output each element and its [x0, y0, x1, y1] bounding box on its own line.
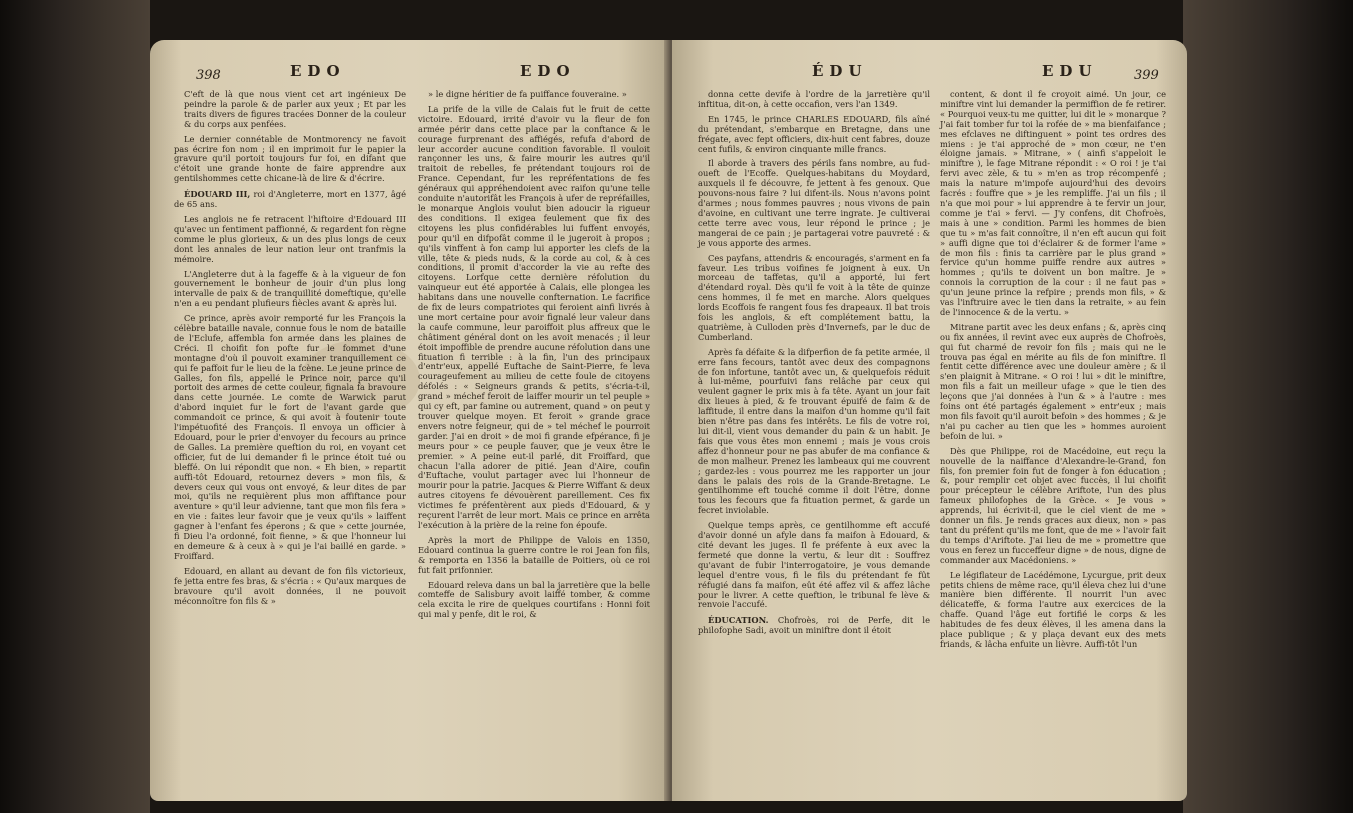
right-column-2 [940, 90, 1166, 655]
paragraph: L'Angleterre dut à la fageffe & à la vigueur de fon gouvernement le bonheur de jouir d'un plus long intervalle de paix & de tranquillité domeftique, qu'elle n'en a eu pendant plufieurs fiècles avant & après lui. [174, 268, 406, 309]
paragraph: Ces payfans, attendris & encouragés, s'arment en fa faveur. Les tribus voifines fe joignent à eux. Un morceau de taffetas, qu'il a apporté, lui fert d'étendard royal. Dès qu'il fe voit à la tête de quinze cens hommes, il fe met en marche. Alors quelques lords Ecoffois fe rangent fous fes drapeaux. Il bat trois fois les anglois, & eft complétement battu, la quatrième, à Culloden près d'Invernefs, par le duc de Cumberland. [698, 252, 930, 342]
entry-headword: ÉDUCATION. [708, 615, 769, 626]
paragraph: Edouard, en allant au devant de fon fils victorieux, fe jetta entre fes bras, & s'écria : « Qu'aux marques de bravoure qu'il avoit données, il ne pouvoit méconnoître fon fils & » [174, 565, 406, 606]
running-head-right-1: ÉDU [812, 62, 868, 80]
paragraph: donna cette devife à l'ordre de la jarretière qu'il inftitua, dit-on, à cette occafion, vers l'an 1349. [698, 89, 930, 109]
paragraph: Les anglois ne fe retracent l'hiftoire d'Edouard III qu'avec un fentiment paffionné, & regardent fon règne comme le plus glorieux, & un des plus longs de ceux dont les annales de leur nation leur ont tranfmis la mémoire. [174, 213, 406, 264]
entry-education [698, 616, 930, 636]
paragraph: Après fa défaite & la difperfion de fa petite armée, il erre fans fecours, tantôt avec deux des compagnons de fon infortune, tantôt avec un, & quelquefois réduit à lui-même, pourfuivi fans relâche par ceux qui veulent gagner le prix mis à fa tête. Ayant un jour fait dix lieues à pied, & fe trouvant épuifé de faim & de laffitude, il entre dans la maifon d'un homme qu'il fait bien n'être pas dans fes intérêts. Le fils de votre roi, lui dit-il, vient vous demander du pain & un habit. Je fais que vous êtes mon ennemi ; mais je vous crois affez d'honneur pour ne pas abufer de ma confiance & de mon malheur. Prenez les lambeaux qui me couvrent ; gardez-les : vous pourrez me les rapporter un jour dans le palais des rois de la Grande-Bretagne. Le gentilhomme eft touché comme il doit l'être, donne tous les fecours que fa fituation permet, & garde un fecret inviolable. [698, 346, 930, 516]
running-head-left-2: EDO [520, 62, 576, 80]
paragraph: Dès que Philippe, roi de Macédoine, eut reçu la nouvelle de la naiffance d'Alexandre-le-Grand, fon fils, fon premier foin fut de fonger à fon éducation ; &, pour remplir cet objet avec fuccès, il lui choifit pour précepteur le célèbre Ariftote, l'un des plus fameux philofophes de la Grèce. « Je vous » apprends, lui écrivit-il, que le ciel vient de me » donner un fils. Je rends graces aux dieux, non » pas tant du préfent qu'ils me font, que de me » l'avoir fait du temps d'Ariftote. J'ai lieu de me » promettre que vous en ferez un fucceffeur digne » de nous, digne de commander aux Macédoniens. » [940, 445, 1166, 565]
paragraph: Edouard releva dans un bal la jarretière que la belle comteffe de Salisbury avoit laiffé tomber, & comme cela excita le rire de quelques courtifans : Honni foit qui mal y penfe, dit le roi, & [418, 579, 650, 620]
running-head-right-2: EDU [1042, 62, 1098, 80]
entry-text: Chofroès, roi de Perfe, dit le philofophe Sadi, avoit un miniftre dont il étoit [698, 615, 930, 636]
paragraph: La prife de la ville de Calais fut le fruit de cette victoire. Edouard, irrité d'avoir vu la fleur de fon armée périr dans cette place par la conftance & le courage furprenant des affiégés, refufa d'abord de leur accorder aucune condition favorable. Il vouloit rançonner les uns, & faire mourir les autres qu'il traitoit de rebelles, fe prétendant toujours roi de France. Cependant, fur les repréfentations de fes généraux qui appréhendoient avec raifon qu'une telle conduite n'autorifât les François à ufer de repréfailles, le monarque Anglois voulut bien adoucir la rigueur des conditions. Il exigea feulement que fix des citoyens les plus confidérables lui fuffent envoyés, pour qu'il en difpofât comme il le jugeroit à propos ; qu'ils vinffent à fon camp lui apporter les clefs de la ville, tête & pieds nuds, & la corde au col, & à ces conditions, il promit d'accorder la vie au refte des citoyens. Lorfque cette dernière réfolution du vainqueur eut été apportée à Calais, elle plongea les habitans dans une nouvelle confternation. Le facrifice de fix de leurs compatriotes qui feroient ainfi livrés à une mort certaine pour avoir fignalé leur valeur dans la caufe commune, leur paroiffoit plus affreux que le châtiment général dont on les avoit menacés ; il leur étoit impoffible de prendre aucune réfolution dans une fituation fi terrible : à la fin, l'un des principaux d'entr'eux, appellé Euftache de Saint-Pierre, fe leva courageufement au milieu de cette foule de citoyens défolés : « Seigneurs grands & petits, s'écria-t-il, grand » méchef feroit de laiffer mourir un tel peuple » qui cy eft, par famine ou autrement, quand » on peut y trouver quelque moyen. Et feroit » grande grace envers notre feigneur, qui de » tel méchef le pourroit garder. J'ai en droit » de moi fi grande efpérance, fi je meurs pour » ce peuple fauver, que je veux être le premier. » A peine eut-il parlé, dit Froiffard, que chacun l'alla adorer de pitié. Jean d'Aire, coufin d'Euftache, voulut partager avec lui l'honneur de mourir pour la patrie. Jacques & Pierre Wiffant & deux autres citoyens fe dévouèrent pareillement. Ces fix victimes fe préfentèrent aux pieds d'Edouard, & y reçurent l'arrêt de leur mort. Mais ce prince en arrêta l'exécution à la prière de la reine fon époufe. [418, 103, 650, 530]
paragraph: Ce prince, après avoir remporté fur les François la célèbre bataille navale, connue fous le nom de bataille de l'Eclufe, affembla fon armée dans les plaines de Créci. Il choifit fon pofte fur le fommet d'une montagne d'où il pouvoit examiner tranquillement ce qui fe paffoit fur le lieu de la fcène. Le jeune prince de Galles, fon fils, appellé le Prince noir, parce qu'il portoit des armes de cette couleur, fignala fa bravoure dans cette journée. Le comte de Warwick parut d'abord inquiet fur le fort de l'avant garde que commandoit ce prince, & qui avoit à foutenir toute l'impétuofité des François. Il envoya un officier à Edouard, pour le prier d'envoyer du fecours au prince de Galles. La première queftion du roi, en voyant cet officier, fut de lui demander fi le prince étoit tué ou bleffé. On lui répondit que non. « Eh bien, » repartit auffi-tôt Edouard, retournez devers » mon fils, & devers ceux qui vous ont envoyé, & leur dites de par moi, qu'ils ne requièrent plus mon affiftance pour aventure » qu'il leur advienne, tant que mon fils fera » en vie : faites leur favoir que je veux qu'ils » laiffent gagner à l'enfant fes éperons ; & que » cette journée, fi Dieu l'a ordonné, foit fienne, » & que l'honneur lui en demeure & à ceux à » qui je l'ai baillé en garde. » Froiffard. [174, 313, 406, 561]
entry-edouard-iii [174, 190, 406, 210]
paragraph: content, & dont il fe croyoit aimé. Un jour, ce miniftre vint lui demander la permiffion de fe retirer. « Pourquoi veux-tu me quitter, lui dit le » monarque ? J'ai fait tomber fur toi la rofée de » ma bienfaifance ; mes efclaves ne diftinguent » point tes ordres des miens : je t'ai approché de » mon cœur, ne t'en éloigne jamais. » Mitrane, » ( ainfi s'appeloit le miniftre ), le fage Mitrane répondit : « O roi ! je t'ai fervi avec zèle, & tu » m'en as trop récompenfé ; mais la nature m'impofe aujourd'hui des devoirs facrés : fouffre que » je les rempliffe. J'ai un fils ; il n'a que moi pour » lui apprendre à te fervir un jour, comme je t'ai » fervi. — J'y confens, dit Chofroès, mais à une » condition. Parmi les hommes de bien que tu » m'as fait connoître, il n'en eft aucun qui foit » auffi digne que toi d'éclairer & de former l'ame » de mon fils : finis ta carrière par le plus grand » fervice qu'un homme puiffe rendre aux autres » hommes ; qu'ils te doivent un bon maître. Je » connois la corruption de la cour : il ne faut pas » qu'un jeune prince la refpire ; prends mon fils, » & vas l'inftruire avec le tien dans la retraite, » au fein de l'innocence & de la vertu. » [940, 89, 1166, 317]
verse-line: C'eft de là que nous vient cet art ingénieux De peindre la parole & de parler aux yeux ; Et par les traits divers de figures tracées Donner de la couleur & du corps aux penfées. [184, 89, 406, 129]
paragraph: Mitrane partit avec les deux enfans ; &, après cinq ou fix années, il revint avec eux auprès de Chofroès, qui fut charmé de revoir fon fils ; mais qui ne le trouva pas égal en mérite au fils de fon miniftre. Il fentit cette différence avec une douleur amère ; & il s'en plaignit à Mitrane. « O roi ! lui » dit le miniftre, mon fils a fait un meilleur ufage » que le tien des leçons que j'ai données à l'un & » à l'autre : mes foins ont été partagés également » entr'eux ; mais mon fils favoit qu'il auroit befoin » des hommes ; & je n'ai pu cacher au tien que les » hommes auroient befoin de lui. » [940, 321, 1166, 441]
page-number-right: 399 [1134, 68, 1159, 83]
paragraph: En 1745, le prince CHARLES EDOUARD, fils aîné du prétendant, s'embarque en Bretagne, dans une frégate, avec fept officiers, dix-huit cent fabres, douze cent fufils, & environ cinquante mille francs. [698, 113, 930, 154]
paragraph: Il aborde à travers des périls fans nombre, au fud-oueft de l'Ecoffe. Quelques-habitans du Moydard, auxquels il fe découvre, fe jettent à fes genoux. Que pouvons-nous faire ? lui difent-ils. Nous n'avons point d'armes ; nous fommes pauvres ; nous vivons de pain d'avoine, en cultivant une terre ingrate. Je cultiverai cette terre avec vous, leur répond le prince ; je mangerai de ce pain ; je partagerai votre pauvreté : & je vous apporte des armes. [698, 158, 930, 248]
entry-headword: ÉDOUARD III, [184, 189, 251, 200]
paragraph: Le légiflateur de Lacédémone, Lycurgue, prit deux petits chiens de même race, qu'il éleva chez lui d'une manière bien différente. Il nourrit l'un avec délicateffe, & forma l'autre aux exercices de la chaffe. Quand l'âge eut fortifié le corps & les habitudes de fes deux élèves, il les amena dans la place publique ; & y plaça devant eux des mets friands, & lâcha enfuite un lièvre. Auffi-tôt l'un [940, 569, 1166, 649]
entry-text: roi d'Angleterre, mort en 1377, âgé de 65 ans. [174, 189, 406, 210]
paragraph: Quelque temps après, ce gentilhomme eft accufé d'avoir donné un afyle dans fa maifon à Edouard, & cité devant les juges. Il fe préfente à eux avec la fermeté que donne la vertu, & leur dit : Souffrez qu'avant de fubir l'interrogatoire, je vous demande lequel d'entre vous, fi le fils du prétendant fe fût réfugié dans fa maifon, eût été affez vil & affez lâche pour le livrer. A cette queftion, le tribunal fe lève & renvoie l'accufé. [698, 520, 930, 610]
right-page [672, 40, 1187, 801]
paragraph: Après la mort de Philippe de Valois en 1350, Edouard continua la guerre contre le roi Jean fon fils, & remporta en 1356 la bataille de Poitiers, où ce roi fut fait prifonnier. [418, 534, 650, 575]
left-page [150, 40, 670, 801]
page-number-left: 398 [196, 68, 221, 83]
left-column-1 [174, 90, 406, 611]
paragraph: Le dernier connétable de Montmorency ne favoit pas écrire fon nom ; il en imprimoit fur le papier la gravure qu'il portoit toujours fur foi, en difant que c'étoit une grande honte de faire apprendre aux gentilshommes cette chicane-là de lire & d'écrire. [174, 133, 406, 184]
book-edge-right [1183, 0, 1353, 813]
paragraph: » le digne héritier de fa puiffance fouveraine. » [428, 89, 627, 99]
book-edge-left [0, 0, 150, 813]
right-column-1 [698, 90, 930, 641]
left-column-2 [418, 90, 650, 625]
running-head-left-1: EDO [290, 62, 346, 80]
